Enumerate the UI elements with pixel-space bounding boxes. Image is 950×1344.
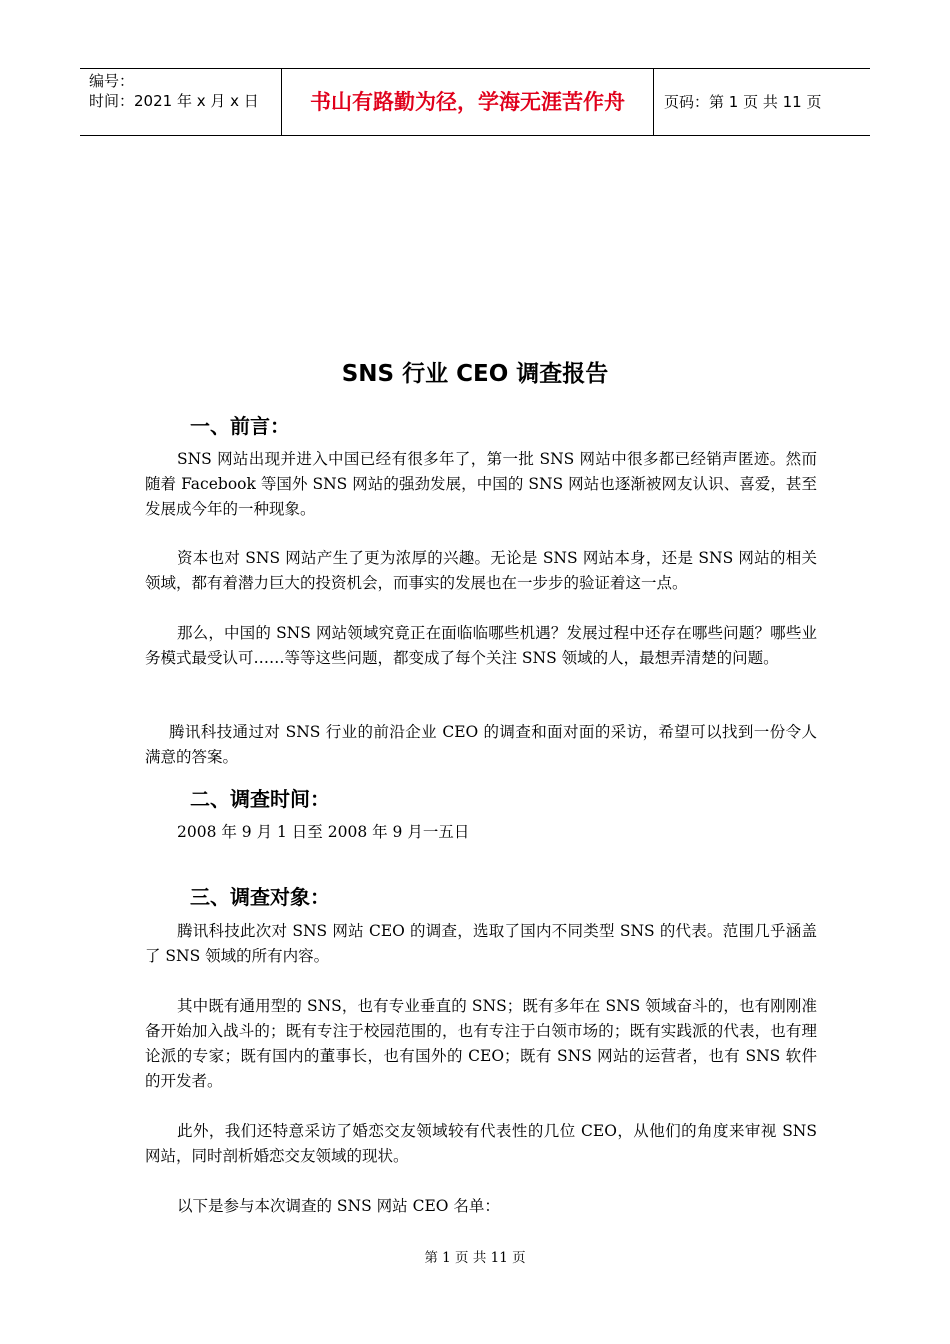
time-label: 时间：2021 年 x 月 x 日	[89, 92, 259, 110]
page-footer: 第 1 页 共 11 页	[424, 1250, 526, 1266]
paragraph: SNS 网站出现并进入中国已经有很多年了，第一批 SNS 网站中很多都已经销声匿迹。然而随着 Facebook 等国外 SNS 网站的强劲发展，中国的 SNS 网站也逐渐被网友认识、喜爱，甚至发展成今年的一种现象。	[145, 450, 817, 518]
paragraph: 其中既有通用型的 SNS，也有专业垂直的 SNS；既有多年在 SNS 领域奋斗的，也有刚刚准备开始加入战斗的；既有专注于校园范围的，也有专注于白领市场的；既有实践派的代表，也有理论派的专家；既有国内的董事长，也有国外的 CEO；既有 SNS 网站的运营者，也有 SNS 软件的开发者。	[145, 997, 817, 1090]
number-label: 编号：	[89, 72, 135, 90]
paragraph: 那么，中国的 SNS 网站领域究竟正在面临临哪些机遇？发展过程中还存在哪些问题？哪些业务模式最受认可……等等这些问题，都变成了每个关注 SNS 领域的人，最想弄清楚的问题。	[145, 624, 817, 667]
paragraph: 腾讯科技此次对 SNS 网站 CEO 的调查，选取了国内不同类型 SNS 的代表。范围几乎涵盖了 SNS 领域的所有内容。	[145, 922, 817, 965]
header-table	[80, 68, 870, 136]
section-heading-survey-subjects: 三、调查对象：	[190, 885, 330, 909]
section-heading-survey-time: 二、调查时间：	[190, 787, 330, 811]
header-page-info: 页码：第 1 页 共 11 页	[664, 93, 822, 111]
paragraph: 腾讯科技通过对 SNS 行业的前沿企业 CEO 的调查和面对面的采访，希望可以找到一份令人满意的答案。	[145, 723, 817, 766]
paragraph: 以下是参与本次调查的 SNS 网站 CEO 名单：	[177, 1197, 500, 1215]
header-info-cell	[80, 69, 282, 135]
document-title: SNS 行业 CEO 调查报告	[341, 361, 609, 387]
survey-date-range: 2008 年 9 月 1 日至 2008 年 9 月一五日	[177, 823, 470, 841]
paragraph: 此外，我们还特意采访了婚恋交友领域较有代表性的几位 CEO，从他们的角度来审视 SNS 网站，同时剖析婚恋交友领域的现状。	[145, 1122, 817, 1165]
paragraph: 资本也对 SNS 网站产生了更为浓厚的兴趣。无论是 SNS 网站本身，还是 SNS 网站的相关领域，都有着潜力巨大的投资机会，而事实的发展也在一步步的验证着这一点。	[145, 549, 817, 592]
header-motto: 书山有路勤为径，学海无涯苦作舟	[282, 69, 654, 135]
section-heading-preface: 一、前言：	[190, 414, 290, 438]
